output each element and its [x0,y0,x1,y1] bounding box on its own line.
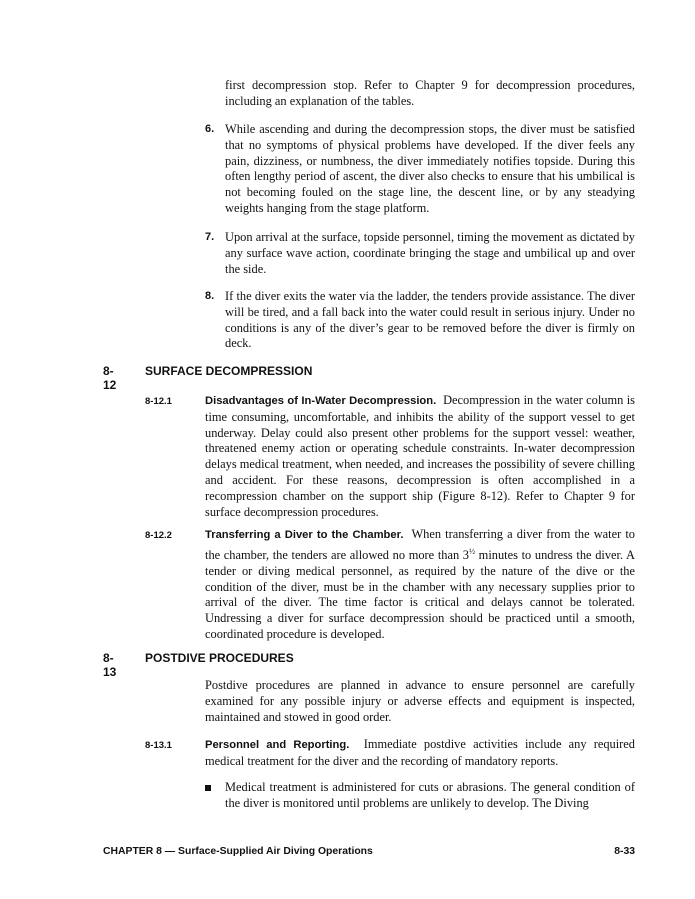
fraction: ½ [469,546,476,556]
paragraph-text: minutes to undress the diver. A tender or diving medical personnel, as required by the nature of the dive or the condition of the diver, must be in the chamber with any necessary supplies prior to arrival of the diver. The time factor is critical and delays cannot be tolerated. Undressing a diver for surface decompression should be practiced until a smooth, coordinated procedure is developed. [205,547,635,641]
paragraph-text: When transferring a diver from the water to the chamber, the tenders are allowed no more than 3 [205,527,635,562]
step-number: 8. [205,290,215,302]
square-bullet-icon [205,785,211,791]
subsection-paragraph [205,527,635,643]
continuation-paragraph: first decompression stop. Refer to Chapter 9 for decompression procedures, including an explanation of the tables. [225,78,635,108]
paragraph-text: Decompression in the water column is time consuming, uncomfortable, and inhibits the ability of the support vessel to get underway. Delay could also present other problems for the support vessel: weather, threatened enemy action or operating schedule constraints. In-water decompression delays medical treatment, when needed, and increases the possibility of severe chilling and accident. For these reasons, decompression is often accomplished in a recompression chamber on the support ship (Figure 8-12). Refer to Chapter 9 for surface decompression procedures. [205,393,635,519]
subsection-number: 8-12.2 [145,530,172,541]
section-title: SURFACE DECOMPRESSION [145,364,313,378]
step-text: While ascending and during the decompression stops, the diver must be satisfied that no symptoms of physical problems have developed. If the diver feels any pain, dizziness, or numbness, the diver immediately notifies topside. During this often lengthy period of ascent, the diver also checks to ensure that his umbilical is not becoming fouled on the stage line, the descent line, or by any steadying weights hanging from the stage platform. [225,122,635,215]
section-number: 8-12 [103,364,117,392]
step-text: Upon arrival at the surface, topside personnel, timing the movement as dictated by any surface wave action, coordinate bringing the stage and umbilical up and over the side. [225,230,635,276]
bullet-text: Medical treatment is administered for cuts or abrasions. The general condition of the diver is monitored until problems are unlikely to develop. The Diving [225,780,635,810]
run-in-heading: Personnel and Reporting. [205,739,350,751]
subsection-paragraph [205,737,635,770]
step-number: 6. [205,123,215,135]
run-in-heading: Disadvantages of In-Water Decompression. [205,395,437,407]
subsection-number: 8-12.1 [145,396,172,407]
section-number: 8-13 [103,651,117,679]
step-number: 7. [205,231,215,243]
subsection-number: 8-13.1 [145,740,172,751]
footer-page-number: 8-33 [614,846,635,857]
run-in-heading: Transferring a Diver to the Chamber. [205,529,404,541]
step-text: If the diver exits the water via the ladder, the tenders provide assistance. The diver will be tired, and a fall back into the water could result in serious injury. Under no conditions is any of the diver’s gear to be removed before the diver is firmly on deck. [225,289,635,351]
section-title: POSTDIVE PROCEDURES [145,651,294,665]
footer-chapter-title: CHAPTER 8 — Surface-Supplied Air Diving Operations [103,846,373,857]
section-intro-paragraph: Postdive procedures are planned in advance to ensure personnel are carefully examined for any possible injury or adverse effects and equipment is inspected, maintained and stowed in good order. [205,678,635,724]
paragraph-text: Immediate postdive activities include any required medical treatment for the diver and the recording of mandatory reports. [205,737,636,768]
subsection-paragraph [205,393,635,520]
